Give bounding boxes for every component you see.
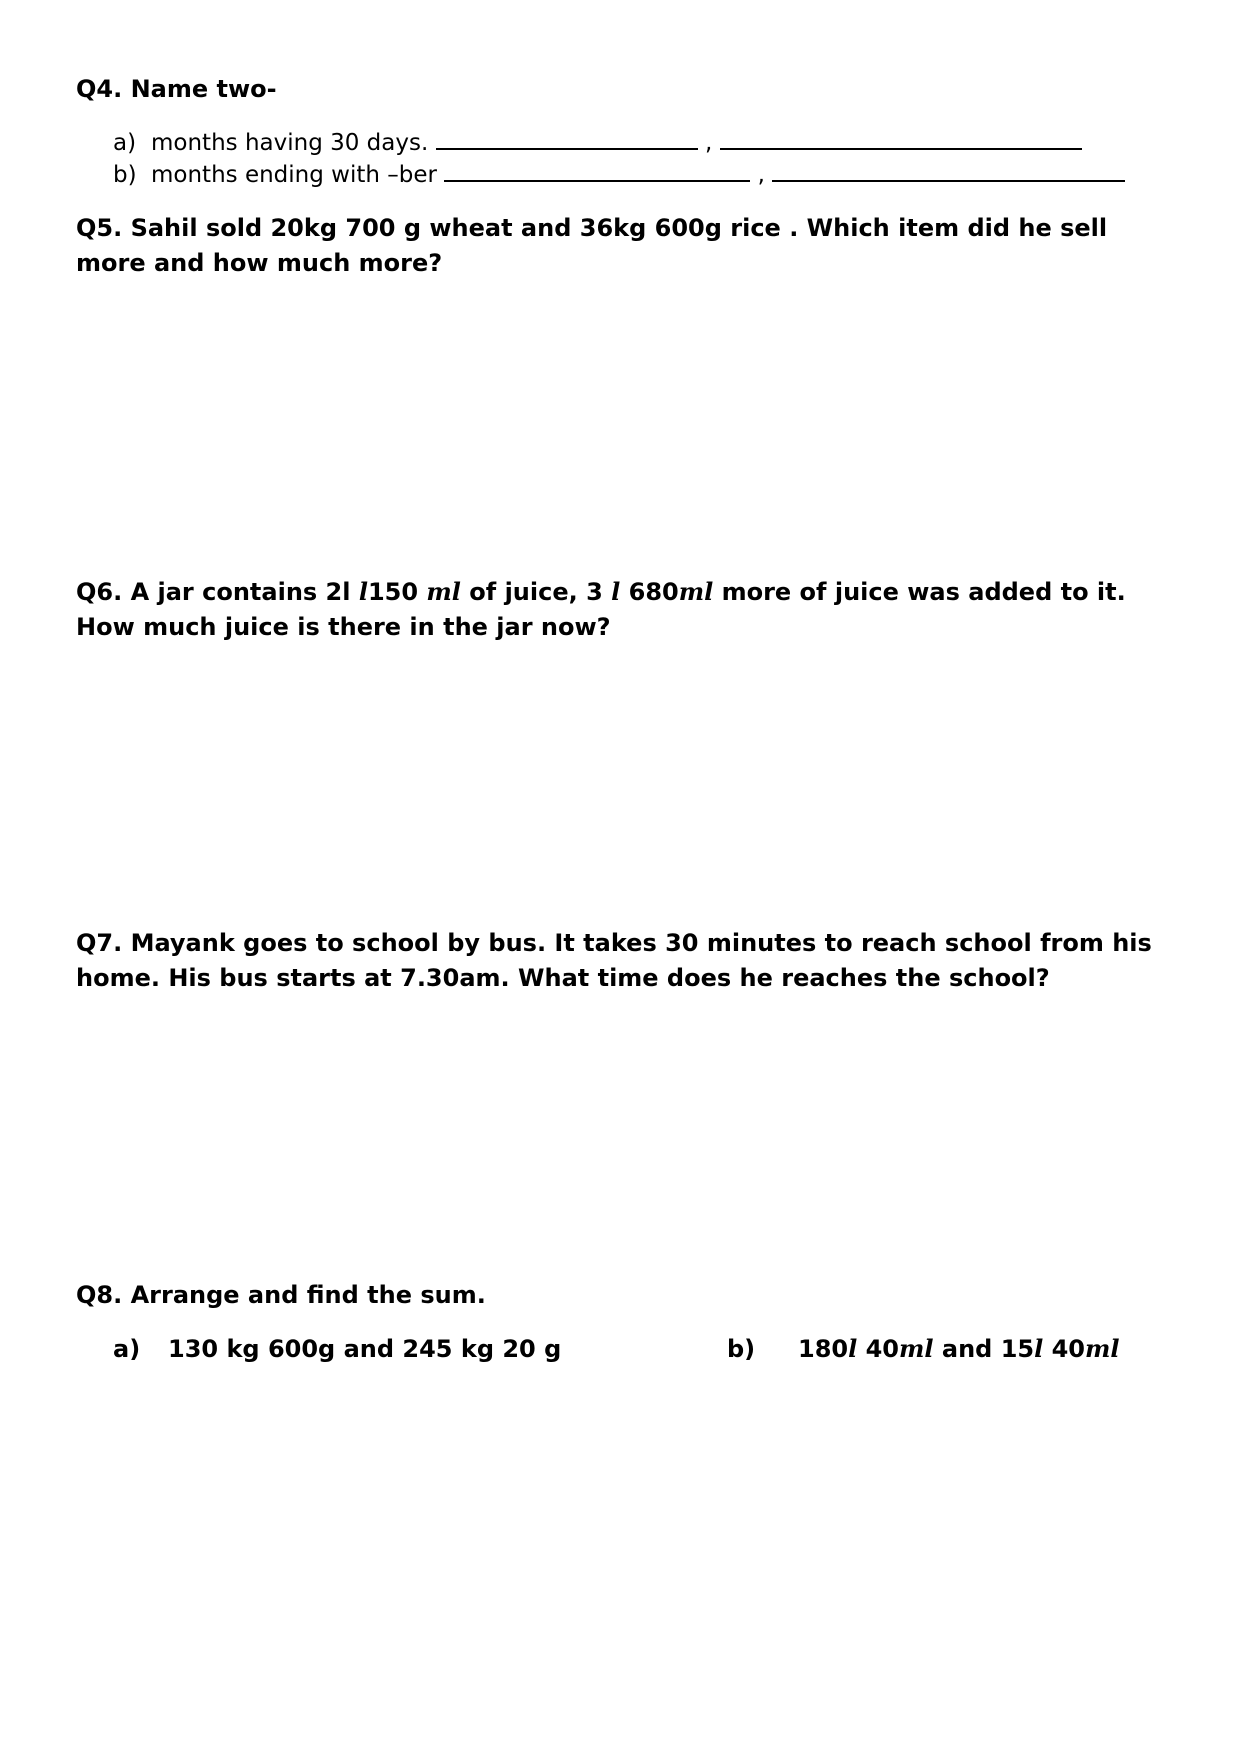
q5-line-2: more and how much more? (76, 249, 443, 277)
q4-title: Q4. Name two- (76, 75, 277, 103)
q8-item-b (727, 1332, 1120, 1366)
q4-a-label: a) (113, 130, 137, 156)
q4-b-separator: , (757, 162, 765, 188)
q4-b-answer-blank-1[interactable] (444, 158, 750, 182)
q5-question (76, 211, 1156, 281)
q6-text-4: 680 (620, 578, 679, 606)
q8-b-text-2: 40 (857, 1335, 899, 1363)
q4-a-text: months having 30 days. (151, 130, 429, 156)
q6-question (76, 574, 1156, 645)
q8-a-text: 130 kg 600g and 245 kg 20 g (168, 1335, 562, 1363)
q4-b-text: months ending with –ber (151, 162, 437, 188)
q6-text-5: more of juice was added to it. (713, 578, 1126, 606)
q4-item-a (113, 126, 1082, 159)
q4-b-answer-blank-2[interactable] (772, 158, 1125, 182)
q7-line-1: Q7. Mayank goes to school by bus. It takes 30 minutes to reach school from his (76, 929, 1152, 957)
q8-b-text-3: and 15 (933, 1335, 1035, 1363)
q8-item-a (113, 1332, 561, 1366)
q8-b-unit-litre-1: l (848, 1334, 858, 1363)
q4-b-label: b) (113, 162, 137, 188)
q6-unit-litre-2: l (611, 577, 621, 606)
q6-unit-ml-2: ml (678, 577, 714, 606)
q8-b-unit-ml-2: ml (1084, 1334, 1120, 1363)
q6-unit-litre-1: l (358, 577, 368, 606)
q6-text-3: of juice, 3 (460, 578, 612, 606)
q8-b-text-1: 180 (798, 1335, 849, 1363)
q4-a-separator: , (704, 130, 713, 156)
q5-line-1: Q5. Sahil sold 20kg 700 g wheat and 36kg 600g rice . Which item did he sell (76, 214, 1108, 242)
q6-line-1 (76, 574, 1156, 610)
q7-question (76, 926, 1156, 996)
q8-title: Q8. Arrange and find the sum. (76, 1281, 486, 1309)
q8-a-label: a) (113, 1335, 141, 1363)
q7-answer-space[interactable] (76, 1000, 1156, 1260)
q8-answer-space[interactable] (76, 1390, 1156, 1690)
q8-b-label: b) (727, 1335, 756, 1363)
q6-answer-space[interactable] (76, 650, 1156, 920)
q6-line-2: How much juice is there in the jar now? (76, 613, 611, 641)
q6-text-1: Q6. A jar contains 2l (76, 578, 359, 606)
q8-b-text-4: 40 (1043, 1335, 1085, 1363)
q7-line-2: home. His bus starts at 7.30am. What time does he reaches the school? (76, 964, 1050, 992)
q8-b-unit-litre-2: l (1034, 1334, 1044, 1363)
q4-item-b (113, 158, 1125, 191)
q8-b-unit-ml-1: ml (899, 1334, 934, 1363)
q4-a-answer-blank-1[interactable] (436, 126, 698, 150)
q5-answer-space[interactable] (76, 290, 1156, 560)
q6-text-2: 150 (367, 578, 427, 606)
q4-a-answer-blank-2[interactable] (720, 126, 1082, 150)
q6-unit-ml-1: ml (426, 577, 461, 606)
